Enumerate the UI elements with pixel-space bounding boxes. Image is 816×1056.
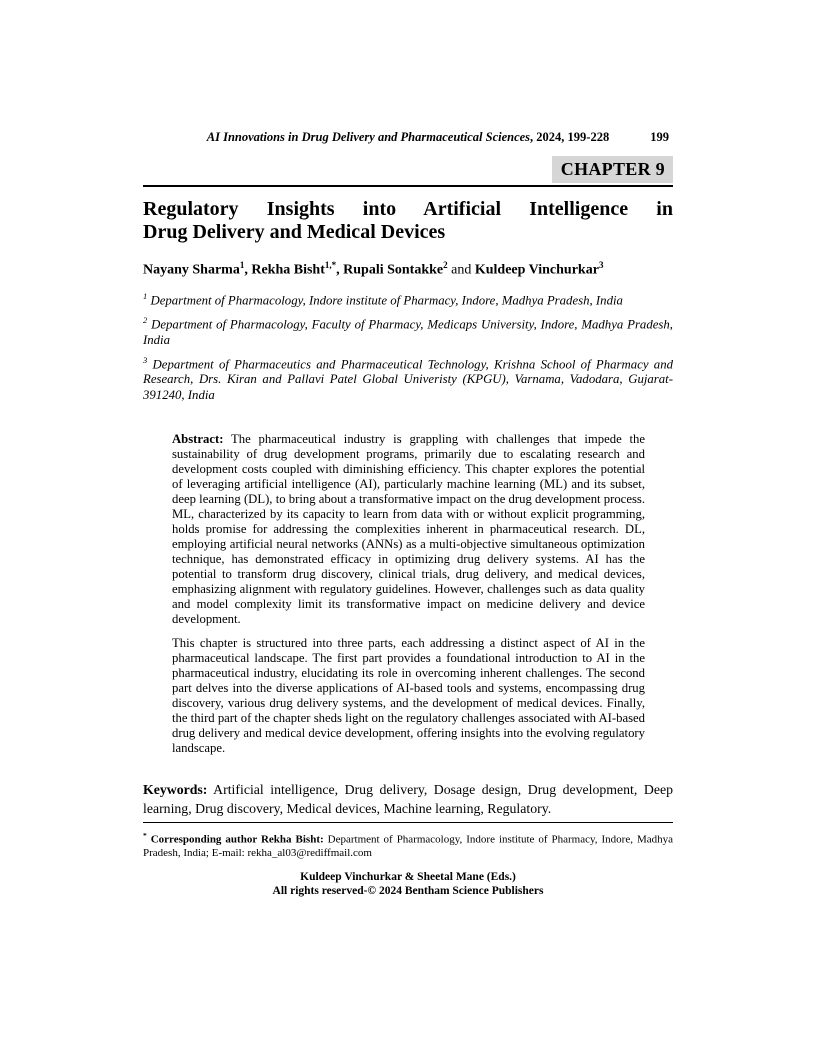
publisher-imprint	[143, 870, 673, 898]
chapter-badge-row	[143, 156, 673, 183]
running-head	[143, 130, 673, 145]
keywords-label: Keywords:	[143, 782, 208, 798]
keywords-text: Artificial intelligence, Drug delivery, Dosage design, Drug development, Deep learning, Drug discovery, Medical devices, Machine learning, Regulatory.	[143, 782, 673, 817]
footnote-label: Corresponding author Rekha Bisht:	[146, 834, 324, 847]
corresponding-author-footnote	[143, 829, 673, 860]
header-rule	[143, 185, 673, 187]
affiliation: $^3$ Department of Pharmaceutics and Pharmaceutical Technology, Krishna School of Pharmacy and Research, Drs. Kiran and Pallavi Patel Global Univeristy (KPGU), Varnama, Vadodara, Gujarat-391240, India	[143, 354, 673, 402]
affiliation-marker: 3	[143, 354, 148, 365]
author-name: Nayany Sharma	[143, 262, 240, 278]
abstract-label: Abstract:	[172, 432, 224, 447]
abstract-text: The pharmaceutical industry is grappling with challenges that impede the sustainability of drug development programs, primarily due to escalating research and development costs coupled with diminishing efficiency. This chapter explores the potential of leveraging artificial intelligence (AI), particularly machine learning (ML) and its subset, deep learning (DL), to bring about a transformative impact on the drug development process. ML, characterized by its capacity to learn from data with or without explicit programming, holds promise for addressing the complexities inherent in pharmaceutical research. DL, employing artificial neural networks (ANNs) as a multi-objective simultaneous optimization technique, has demonstrated efficacy in optimizing drug delivery systems. AI has the potential to transform drug discovery, clinical trials, drug delivery, and medical devices, emphasizing alignment with regulatory guidelines. However, challenges such as data quality and model complexity limit its transformative impact on medicine delivery and device development.	[172, 432, 645, 627]
author-affiliation-marker: 3	[598, 260, 604, 270]
page-number: 199	[650, 130, 669, 144]
running-head-citation: , 2024, 199-228	[530, 130, 610, 144]
chapter-title-line-2: Drug Delivery and Medical Devices	[143, 221, 446, 243]
author-name: Kuldeep Vinchurkar	[474, 262, 599, 278]
author-affiliation-marker: 1,*	[324, 260, 337, 270]
author-name: Rekha Bisht	[251, 262, 325, 278]
footnote-rule	[143, 822, 673, 823]
chapter-badge: CHAPTER 9	[552, 156, 673, 183]
author-name: Rupali Sontakke	[343, 262, 444, 278]
author-affiliation-marker: 1	[239, 260, 245, 270]
affiliation-marker: 1	[143, 290, 148, 301]
keywords-section	[143, 780, 673, 818]
author-list	[143, 257, 673, 279]
page-content	[143, 0, 673, 898]
affiliation: $^2$ Department of Pharmacology, Faculty of Pharmacy, Medicaps University, Indore, Madhya Pradesh, India	[143, 314, 673, 347]
editors-line: Kuldeep Vinchurkar & Sheetal Mane (Eds.)	[300, 871, 516, 884]
author-name: ,	[336, 262, 344, 278]
affiliation: $^1$ Department of Pharmacology, Indore institute of Pharmacy, Indore, Madhya Pradesh, India	[143, 290, 623, 307]
footnote-marker: *	[143, 831, 147, 841]
abstract-paragraph-2: This chapter is structured into three parts, each addressing a distinct aspect of AI in the pharmaceutical landscape. The first part provides a foundational introduction to AI in the pharmaceutical industry, elucidating its role in overcoming inherent challenges. The second part delves into the diverse applications of AI-based tools and systems, encompassing drug discovery, various drug delivery systems, and the development of medical devices. Finally, the third part of the chapter sheds light on the regulatory challenges associated with AI-based drug delivery and medical device development, offering insights into the evolving regulatory landscape.	[172, 636, 645, 756]
footnote-text: Department of Pharmacology, Indore institute of Pharmacy, Indore, Madhya Pradesh, India; E-mail: rekha_al03@rediffmail.com	[143, 834, 674, 860]
abstract-section	[172, 432, 645, 756]
author-name: ,	[244, 262, 252, 278]
rights-line: All rights reserved-© 2024 Bentham Science Publishers	[272, 885, 544, 898]
chapter-title	[143, 198, 673, 244]
affiliation-list	[143, 289, 673, 404]
chapter-title-line-1: Regulatory Insights into Artificial Intelligence in	[143, 198, 673, 220]
abstract-paragraph	[172, 432, 645, 627]
author-name: and	[447, 262, 475, 278]
affiliation-marker: 2	[143, 314, 148, 325]
running-head-title: AI Innovations in Drug Delivery and Pharmaceutical Sciences	[206, 130, 531, 144]
author-affiliation-marker: 2	[443, 260, 448, 270]
